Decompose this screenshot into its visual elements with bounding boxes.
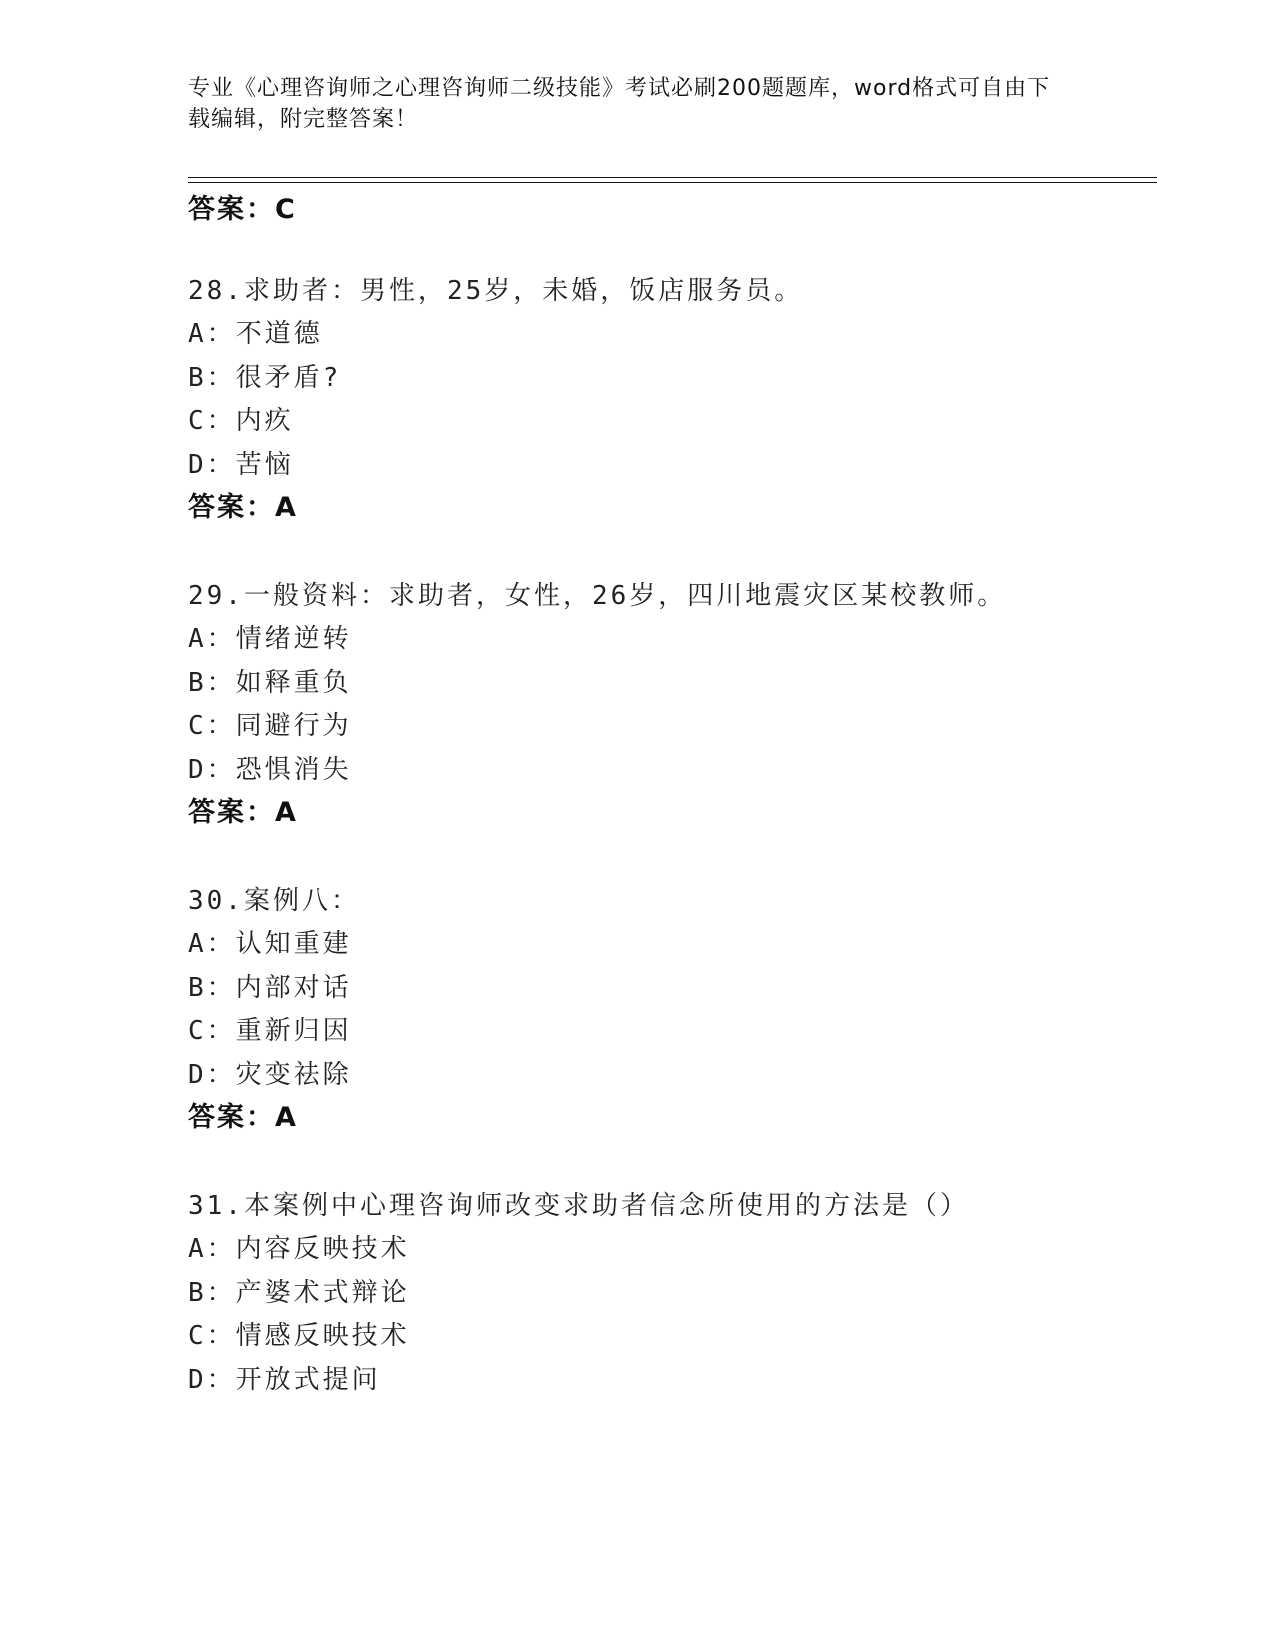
question-30-option-a: A：认知重建 [188,929,352,959]
question-28-option-b: B：很矛盾? [188,363,342,393]
question-30-stem: 30.案例八： [188,886,360,916]
answer-29: 答案：A [188,797,298,828]
question-31-option-b: B：产婆术式辩论 [188,1278,410,1308]
question-29-stem: 29.一般资料：求助者，女性，26岁，四川地震灾区某校教师。 [188,581,1007,611]
question-29-option-c: C：同避行为 [188,711,352,741]
header-divider-top [188,177,1157,178]
question-31-option-a: A：内容反映技术 [188,1234,410,1264]
header-divider-bottom [188,182,1157,183]
question-29-option-b: B：如释重负 [188,668,352,698]
question-28-option-d: D：苦恼 [188,450,294,480]
question-31-stem: 31.本案例中心理咨询师改变求助者信念所使用的方法是（） [188,1191,969,1221]
question-28-option-c: C：内疚 [188,406,294,436]
question-28-option-a: A：不道德 [188,319,323,349]
answer-27: 答案：C [188,194,297,225]
question-29-option-a: A：情绪逆转 [188,624,352,654]
answer-28: 答案：A [188,492,298,523]
question-30-option-b: B：内部对话 [188,973,352,1003]
question-31-option-d: D：开放式提问 [188,1365,381,1395]
document-header: 专业《心理咨询师之心理咨询师二级技能》考试必刷200题题库，word格式可自由下载编辑，附完整答案！ [188,76,1051,132]
question-29-option-d: D：恐惧消失 [188,755,352,785]
answer-30: 答案：A [188,1102,298,1133]
question-31-option-c: C：情感反映技术 [188,1321,410,1351]
question-28-stem: 28.求助者：男性，25岁，未婚，饭店服务员。 [188,276,804,306]
question-30-option-d: D：灾变祛除 [188,1060,352,1090]
question-30-option-c: C：重新归因 [188,1016,352,1046]
